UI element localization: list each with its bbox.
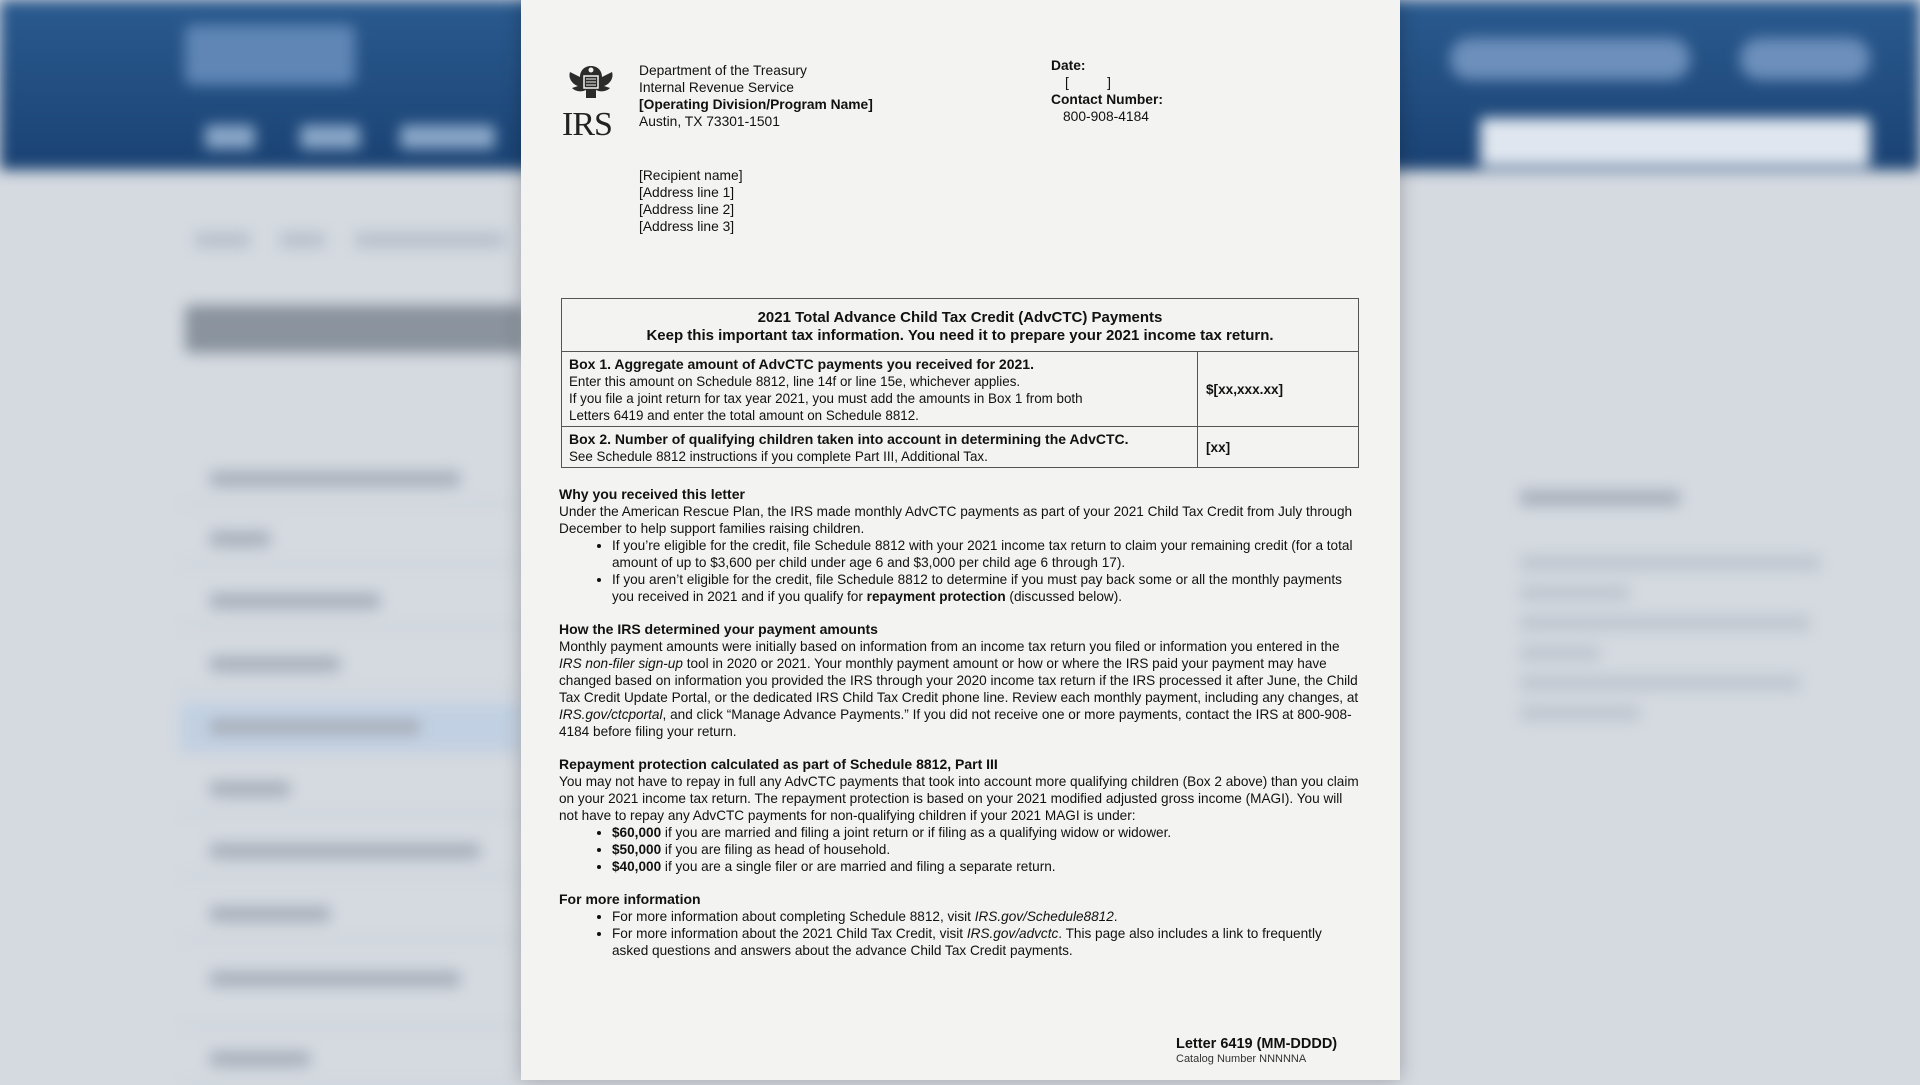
section-how [559, 621, 1359, 740]
bg-page-heading [185, 305, 525, 353]
bg-sidebar-item [180, 515, 520, 565]
bg-sidebar-item [180, 955, 520, 1027]
letter-number: Letter 6419 (MM-DDDD) [1176, 1036, 1338, 1052]
bg-sidebar-item [180, 765, 520, 815]
box2-count: [xx] [1206, 439, 1231, 455]
list-item-text: (discussed below). [1005, 589, 1123, 604]
irs-logo-text: IRS [562, 106, 612, 143]
bg-right-link [1520, 675, 1800, 691]
recipient-address-3: [Address line 3] [639, 219, 735, 234]
bg-sidebar-item [180, 640, 520, 690]
section-heading: Repayment protection calculated as part of Schedule 8812, Part III [559, 756, 998, 772]
recipient-name: [Recipient name] [639, 168, 743, 183]
list-item-text: if you are filing as head of household. [661, 842, 891, 857]
bg-right-link [1520, 645, 1600, 661]
eagle-icon [562, 62, 620, 104]
box2-title: Box 2. Number of qualifying children taken into account in determining the AdvCTC. [569, 431, 1129, 447]
section-heading: How the IRS determined your payment amounts [559, 621, 878, 637]
bg-right-link [1520, 705, 1640, 721]
bg-sidebar-item [180, 827, 520, 877]
letter-footer [1176, 1036, 1337, 1066]
bullet-list [559, 537, 1359, 605]
box-title: 2021 Total Advance Child Tax Credit (AdvCTC) Payments [757, 309, 1163, 326]
catalog-number: Catalog Number NNNNNA [1176, 1053, 1307, 1065]
sender-agency: Internal Revenue Service [639, 80, 794, 95]
list-item [612, 908, 1359, 925]
contact-label: Contact Number: [1051, 92, 1163, 107]
box-header [562, 299, 1358, 352]
box1-line: Enter this amount on Schedule 8812, line 14f or line 15e, whichever applies. [569, 374, 1021, 389]
box2-description [562, 427, 1198, 467]
bullet-list [559, 908, 1359, 959]
section-heading: Why you received this letter [559, 486, 745, 502]
bg-site-logo [185, 25, 355, 85]
bg-breadcrumb [280, 232, 325, 248]
list-item [612, 571, 1359, 605]
list-item [612, 841, 1359, 858]
ctcportal-link-text: IRS.gov/ctcportal [559, 707, 663, 722]
bg-right-heading [1520, 490, 1680, 506]
bg-right-link [1520, 615, 1810, 631]
bg-nav-item [400, 125, 495, 149]
box1-row [562, 352, 1358, 427]
list-item [612, 925, 1359, 959]
box2-row [562, 427, 1358, 467]
advctc-link-text: IRS.gov/advctc [966, 926, 1059, 941]
date-label: Date: [1051, 58, 1086, 73]
bg-sidebar-item [180, 890, 520, 940]
section-repayment [559, 756, 1359, 875]
list-item-text: If you aren’t eligible for the credit, file Schedule 8812 to determine if you must pay back some or all the monthly payments you received in 2021 and if you qualify for [612, 572, 1342, 604]
paragraph-text: tool in 2020 or 2021. Your monthly payment amount or how or where the IRS paid your payment may have changed based on information you provided the IRS through your 2020 income tax return if the IRS processed it after June, the Child Tax Credit Update Portal, or the dedicated IRS Child Tax Credit phone line. Review each monthly payment, including any changes, at [559, 656, 1359, 705]
date-value: [ ] [1065, 75, 1111, 90]
bullet-list [559, 824, 1359, 875]
paragraph-text: Monthly payment amounts were initially based on information from an income tax return you filed or information you entered in the [559, 639, 1340, 654]
sender-address: Austin, TX 73301-1501 [639, 114, 780, 129]
bg-header-button [1450, 38, 1690, 80]
recipient-address-2: [Address line 2] [639, 202, 735, 217]
list-item-text: if you are married and filing a joint return or if filing as a qualifying widow or widower. [661, 825, 1172, 840]
bg-sidebar-item [180, 455, 520, 505]
box1-description [562, 352, 1198, 426]
bg-breadcrumb [195, 232, 250, 248]
bg-search-bar [1480, 118, 1870, 166]
bg-sidebar-item [180, 1035, 520, 1085]
irs-letter-page [521, 0, 1400, 1080]
list-item [612, 824, 1359, 841]
bg-sidebar-item [180, 577, 520, 627]
recipient-block [639, 167, 743, 235]
bg-header-button [1740, 38, 1870, 80]
bg-sidebar-item-active [180, 703, 520, 753]
letter-body [559, 486, 1359, 975]
bg-breadcrumb [355, 232, 505, 248]
letter-meta [1051, 57, 1163, 125]
list-item-emphasis: repayment protection [866, 589, 1006, 604]
bg-right-link [1520, 555, 1820, 571]
section-paragraph: You may not have to repay in full any AdvCTC payments that took into account more qualifying children (Box 2 above) than you claim on your 2021 income tax return. The repayment protection is based on your 2021 modified adjusted gross income (MAGI). You will not have to repay any AdvCTC payments for non-qualifying children if your 2021 MAGI is under: [559, 774, 1359, 823]
sender-division: [Operating Division/Program Name] [639, 97, 873, 112]
irs-logo [562, 62, 622, 142]
recipient-address-1: [Address line 1] [639, 185, 735, 200]
income-threshold: $40,000 [612, 859, 662, 874]
schedule8812-link-text: IRS.gov/Schedule8812 [974, 909, 1114, 924]
list-item-text: For more information about completing Schedule 8812, visit [612, 909, 975, 924]
section-paragraph: Under the American Rescue Plan, the IRS made monthly AdvCTC payments as part of your 2021 Child Tax Credit from July through December to help support families raising children. [559, 504, 1353, 536]
list-item [612, 858, 1359, 875]
section-paragraph [559, 638, 1359, 740]
box-subtitle: Keep this important tax information. You need it to prepare your 2021 income tax return. [646, 327, 1274, 344]
contact-number: 800-908-4184 [1063, 109, 1149, 124]
box1-line: Letters 6419 and enter the total amount on Schedule 8812. [569, 408, 919, 423]
paragraph-text: , and click “Manage Advance Payments.” If you did not receive one or more payments, contact the IRS at 800-908-4184 before filing your return. [559, 707, 1352, 739]
list-item-text: . [1113, 909, 1118, 924]
list-item-text: if you are a single filer or are married and filing a separate return. [661, 859, 1056, 874]
sender-dept: Department of the Treasury [639, 63, 807, 78]
advctc-summary-box [561, 298, 1359, 468]
bg-nav-item [205, 125, 255, 149]
section-heading: For more information [559, 891, 701, 907]
paragraph-italic: IRS non-filer sign-up [559, 656, 683, 671]
box1-line: If you file a joint return for tax year 2021, you must add the amounts in Box 1 from both [569, 391, 1083, 406]
box1-amount: $[xx,xxx.xx] [1206, 381, 1284, 397]
list-item-text: For more information about the 2021 Child Tax Credit, visit [612, 926, 967, 941]
box1-title: Box 1. Aggregate amount of AdvCTC payments you received for 2021. [569, 356, 1034, 372]
bg-nav-item [300, 125, 360, 149]
sender-block [639, 62, 873, 130]
income-threshold: $50,000 [612, 842, 662, 857]
list-item: • If you’re eligible for the credit, file Schedule 8812 with your 2021 income tax return to claim your remaining credit (for a total amount of up to $3,600 per child under age 6 and $3,000 per child age 6 through 17). [612, 537, 1359, 571]
section-more-info [559, 891, 1359, 959]
income-threshold: $60,000 [612, 825, 662, 840]
bg-right-link [1520, 585, 1630, 601]
list-item-text: . This page also includes a link to frequently asked questions and answers about the advance Child Tax Credit payments. [612, 926, 1322, 958]
box2-line: See Schedule 8812 instructions if you complete Part III, Additional Tax. [569, 449, 988, 464]
section-why [559, 486, 1359, 605]
